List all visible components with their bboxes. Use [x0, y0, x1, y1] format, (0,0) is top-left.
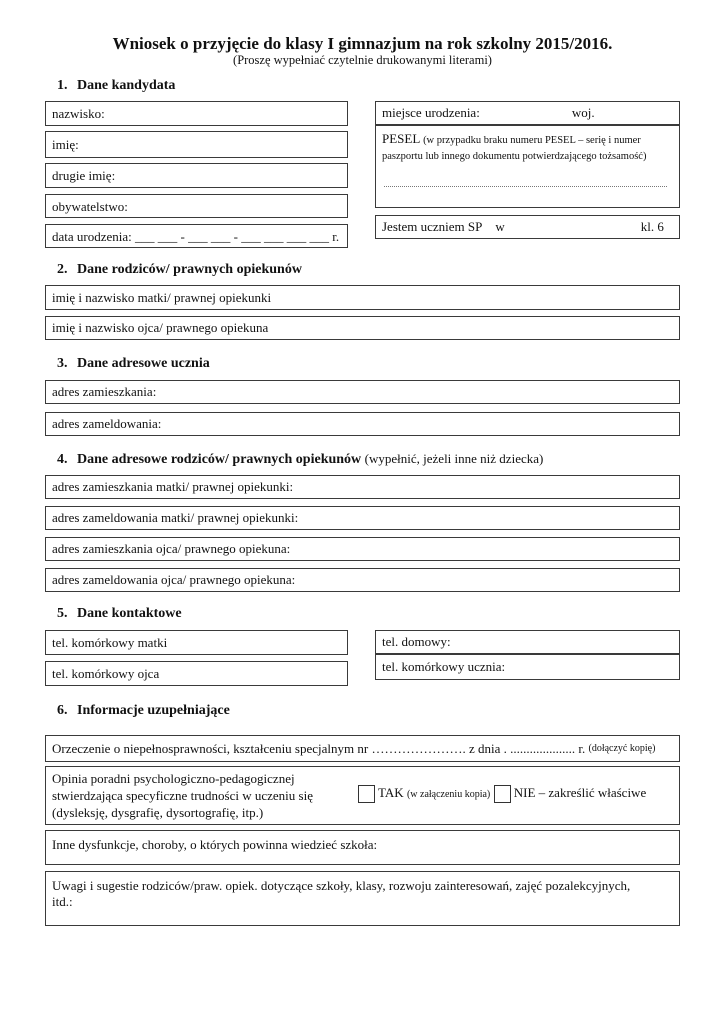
opinion-line-3: (dysleksję, dysgrafię, dysortografię, itp.)	[52, 805, 264, 820]
other-dysfunctions-label: Inne dysfunkcje, choroby, o których powinna wiedzieć szkoła:	[52, 837, 378, 852]
section-6-number: 6.	[57, 703, 68, 718]
psych-opinion-field[interactable]	[45, 766, 680, 825]
birth-place-label: miejsce urodzenia:	[382, 105, 480, 120]
mother-residence-label: adres zamieszkania matki/ prawnej opiekunki:	[52, 479, 294, 494]
birth-date-label: data urodzenia:	[52, 229, 132, 244]
pesel-field[interactable]	[375, 125, 680, 208]
student-mobile-label: tel. komórkowy ucznia:	[382, 659, 506, 674]
section-4-title: Dane adresowe rodziców/ prawnych opiekunów	[77, 452, 362, 467]
section-4-number: 4.	[57, 452, 68, 467]
section-5-heading	[57, 606, 182, 622]
disability-text: Orzeczenie o niepełnosprawności, kształceniu specjalnym nr …………………. z dnia . .................... r.	[52, 740, 586, 756]
section-5-title: Dane kontaktowe	[77, 606, 182, 621]
no-label: NIE – zakreślić właściwe	[513, 785, 647, 800]
birth-place-field[interactable]	[375, 101, 680, 125]
section-3-heading	[57, 356, 210, 372]
mother-name-label: imię i nazwisko matki/ prawnej opiekunki	[52, 289, 272, 305]
father-residence-label: adres zamieszkania ojca/ prawnego opiekuna:	[52, 541, 291, 556]
mother-residence-field[interactable]	[45, 475, 680, 499]
school-field[interactable]	[375, 215, 680, 239]
disability-note: (dołączyć kopię)	[588, 743, 656, 754]
birth-date-field[interactable]	[45, 224, 348, 248]
birth-date-sep-2: -	[233, 229, 238, 244]
father-registered-field[interactable]	[45, 568, 680, 592]
section-5-number: 5.	[57, 606, 68, 621]
yes-note: (w załączeniu kopia)	[406, 789, 491, 800]
student-mobile-field[interactable]	[375, 654, 680, 680]
father-name-label: imię i nazwisko ojca/ prawnego opiekuna	[52, 320, 269, 335]
father-registered-label: adres zameldowania ojca/ prawnego opiekuna:	[52, 572, 296, 587]
section-1-heading	[57, 78, 175, 94]
pesel-label: PESEL	[382, 131, 420, 146]
form-title: Wniosek o przyjęcie do klasy I gimnazjum na rok szkolny 2015/2016.	[112, 34, 613, 53]
mother-mobile-field[interactable]	[45, 630, 348, 655]
school-class: kl. 6	[640, 219, 664, 234]
section-2-number: 2.	[57, 262, 68, 277]
birth-date-month: ___ ___	[188, 229, 231, 244]
mother-mobile-label: tel. komórkowy matki	[52, 634, 168, 650]
section-1-number: 1.	[57, 78, 68, 93]
section-2-heading	[57, 262, 302, 278]
opinion-line-1: Opinia poradni psychologiczno-pedagogicznej	[52, 771, 295, 786]
school-prefix: Jestem uczniem SP	[382, 219, 483, 234]
birth-date-year: ___ ___ ___ ___	[241, 229, 329, 244]
remarks-line-1: Uwagi i sugestie rodziców/praw. opiek. dotyczące szkoły, klasy, rozwoju zainteresowań, zajęć pozalekcyjnych,	[52, 878, 631, 893]
section-1-title: Dane kandydata	[77, 78, 176, 93]
section-4-note: (wypełnić, jeżeli inne niż dziecka)	[364, 451, 544, 466]
yes-checkbox[interactable]	[358, 785, 375, 803]
surname-field[interactable]	[45, 101, 348, 126]
no-checkbox[interactable]	[494, 785, 511, 803]
father-mobile-label: tel. komórkowy ojca	[52, 665, 160, 681]
home-phone-label: tel. domowy:	[382, 634, 451, 649]
section-4-heading	[57, 451, 543, 468]
opinion-line-2: stwierdzająca specyficzne trudności w uczeniu się	[52, 788, 313, 803]
second-name-label: drugie imię:	[52, 167, 116, 183]
pesel-dotted-line	[384, 186, 667, 187]
father-name-field[interactable]	[45, 316, 680, 340]
pesel-note: (w przypadku braku numeru PESEL – serię i numer paszportu lub innego dokumentu potwierdzającego tożsamość)	[382, 135, 647, 162]
voivodeship-label: woj.	[571, 105, 595, 120]
school-w: w	[495, 219, 505, 234]
other-dysfunctions-field[interactable]	[45, 830, 680, 865]
mother-name-field[interactable]	[45, 285, 680, 310]
student-residence-label: adres zamieszkania:	[52, 384, 157, 399]
yes-label: TAK	[378, 785, 404, 800]
mother-registered-label: adres zameldowania matki/ prawnej opiekunki:	[52, 510, 299, 525]
surname-label: nazwisko:	[52, 105, 105, 121]
remarks-line-2: itd.:	[52, 894, 73, 909]
section-3-title: Dane adresowe ucznia	[77, 356, 210, 371]
disability-field[interactable]	[45, 735, 680, 762]
student-registered-field[interactable]	[45, 412, 680, 436]
form-subtitle: (Proszę wypełniać czytelnie drukowanymi literami)	[233, 53, 492, 67]
father-residence-field[interactable]	[45, 537, 680, 561]
birth-date-day: ___ ___	[135, 229, 178, 244]
citizenship-field[interactable]	[45, 194, 348, 218]
student-registered-label: adres zameldowania:	[52, 416, 162, 431]
second-name-field[interactable]	[45, 163, 348, 188]
home-phone-field[interactable]	[375, 630, 680, 654]
citizenship-label: obywatelstwo:	[52, 199, 128, 214]
first-name-field[interactable]	[45, 131, 348, 158]
section-3-number: 3.	[57, 356, 68, 371]
birth-date-suffix: r.	[332, 229, 340, 244]
mother-registered-field[interactable]	[45, 506, 680, 530]
remarks-field[interactable]	[45, 871, 680, 926]
section-2-title: Dane rodziców/ prawnych opiekunów	[77, 262, 302, 277]
section-6-heading	[57, 703, 230, 719]
section-6-title: Informacje uzupełniające	[77, 703, 230, 718]
first-name-label: imię:	[52, 136, 79, 152]
father-mobile-field[interactable]	[45, 661, 348, 686]
student-residence-field[interactable]	[45, 380, 680, 404]
birth-date-sep-1: -	[180, 229, 185, 244]
